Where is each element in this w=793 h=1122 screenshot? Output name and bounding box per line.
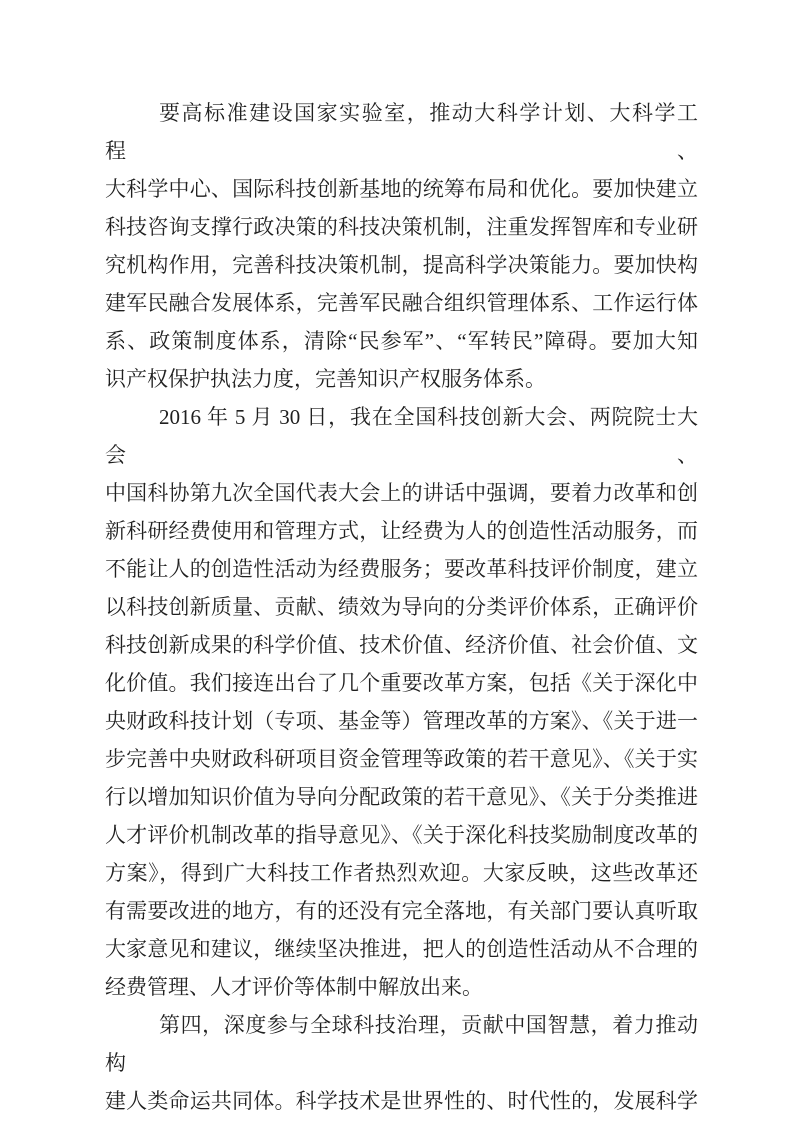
text-line: 行以增加知识价值为导向分配政策的若干意见》、《关于分类推进 bbox=[105, 785, 698, 809]
paragraph bbox=[105, 94, 698, 398]
text-line: 科技咨询支撑行政决策的科技决策机制，注重发挥智库和专业研 bbox=[105, 215, 698, 239]
text-line: 以科技创新质量、贡献、绩效为导向的分类评价体系，正确评价 bbox=[105, 595, 698, 619]
text-line: 新科研经费使用和管理方式，让经费为人的创造性活动服务，而 bbox=[105, 519, 698, 543]
paragraph bbox=[105, 1006, 698, 1120]
text-line: 经费管理、人才评价等体制中解放出来。 bbox=[105, 975, 483, 999]
text-line: 不能让人的创造性活动为经费服务；要改革科技评价制度，建立 bbox=[105, 557, 698, 581]
text-line: 科技创新成果的科学价值、技术价值、经济价值、社会价值、文 bbox=[105, 633, 698, 657]
text-line: 系、政策制度体系，清除“民参军”、“军转民”障碍。要加大知 bbox=[105, 329, 698, 353]
text-line: 建军民融合发展体系，完善军民融合组织管理体系、工作运行体 bbox=[105, 291, 698, 315]
text-line: 有需要改进的地方，有的还没有完全落地，有关部门要认真听取 bbox=[105, 899, 698, 923]
text-line: 央财政科技计划（专项、基金等）管理改革的方案》、《关于进一 bbox=[105, 709, 698, 733]
text-line: 方案》，得到广大科技工作者热烈欢迎。大家反映，这些改革还 bbox=[105, 861, 698, 885]
text-line: 要高标准建设国家实验室，推动大科学计划、大科学工程、 bbox=[105, 101, 698, 163]
text-line: 步完善中央财政科研项目资金管理等政策的若干意见》、《关于实 bbox=[105, 747, 698, 771]
text-line: 究机构作用，完善科技决策机制，提高科学决策能力。要加快构 bbox=[105, 253, 698, 277]
text-line: 2016 年 5 月 30 日，我在全国科技创新大会、两院院士大会、 bbox=[105, 405, 698, 467]
text-line: 中国科协第九次全国代表大会上的讲话中强调，要着力改革和创 bbox=[105, 481, 698, 505]
text-line: 大科学中心、国际科技创新基地的统筹布局和优化。要加快建立 bbox=[105, 177, 698, 201]
text-line: 人才评价机制改革的指导意见》、《关于深化科技奖励制度改革的 bbox=[105, 823, 698, 847]
text-line: 第四，深度参与全球科技治理，贡献中国智慧，着力推动构 bbox=[105, 1013, 698, 1075]
text-line: 建人类命运共同体。科学技术是世界性的、时代性的，发展科学 bbox=[105, 1089, 698, 1113]
text-line: 化价值。我们接连出台了几个重要改革方案，包括《关于深化中 bbox=[105, 671, 698, 695]
text-line: 识产权保护执法力度，完善知识产权服务体系。 bbox=[105, 367, 546, 391]
text-line: 大家意见和建议，继续坚决推进，把人的创造性活动从不合理的 bbox=[105, 937, 698, 961]
paragraph bbox=[105, 398, 698, 1006]
text-block bbox=[105, 94, 698, 1120]
